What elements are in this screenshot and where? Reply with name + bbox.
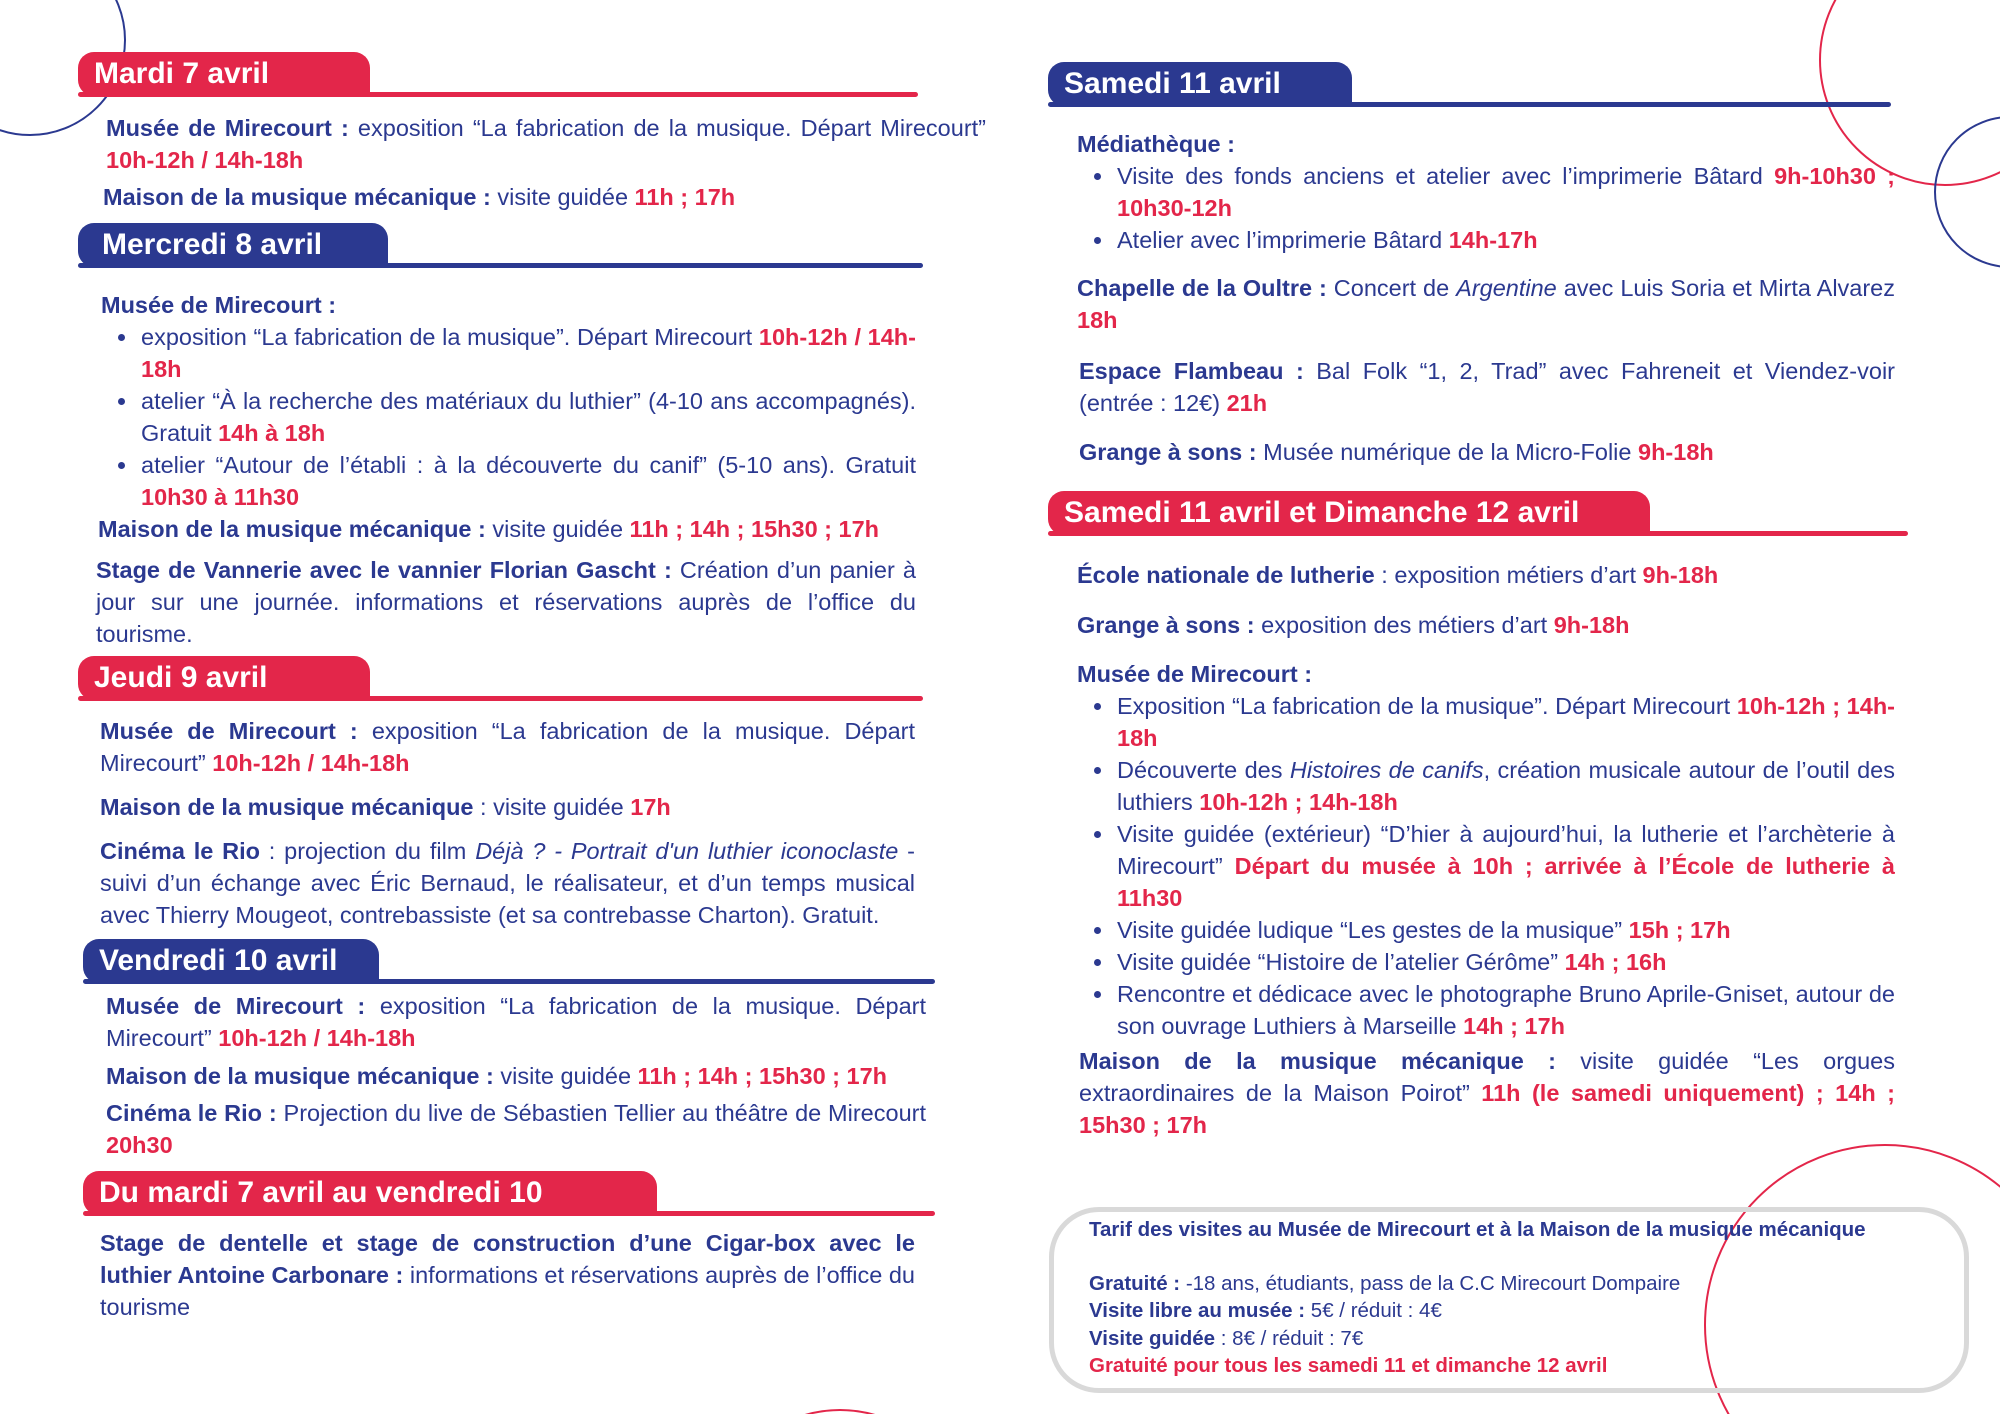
tarif-title: Tarif des visites au Musée de Mirecourt et à la Maison de la musique mécanique: [1089, 1218, 1866, 1241]
event-list: [101, 321, 916, 513]
list-item: • Exposition “La fabrication de la musique”. Départ Mirecourt 10h-12h ; 14h-18h: [1115, 690, 1895, 754]
section-header-vendredi: [83, 939, 938, 987]
venue-mediatheque: Médiathèque :: [1077, 131, 1235, 157]
event-grange-sons: Grange à sons : exposition des métiers d’art 9h-18h: [1077, 612, 1630, 638]
section-body-du-mardi-au-vendredi: [100, 1227, 915, 1323]
event-stage-dentelle: Stage de dentelle et stage de construction d’une Cigar-box avec le luthier Antoine Carbonare : informations et réservations auprès de l’office du tourisme: [100, 1230, 915, 1320]
section-title: Samedi 11 avril: [1048, 62, 1352, 106]
tarif-line: Gratuité : -18 ans, étudiants, pass de la C.C Mirecourt Dompaire: [1089, 1271, 1681, 1295]
circle-right-blue: [1935, 117, 2000, 267]
section-title: Samedi 11 avril et Dimanche 12 avril: [1048, 491, 1650, 535]
section-header-samedi-dimanche: [1048, 491, 1908, 539]
event-maison-musique: Maison de la musique mécanique : visite guidée “Les orgues extraordinaires de la Maison Poirot” 11h (le samedi uniquement) ; 14h ; 15h30 ; 17h: [1079, 1048, 1896, 1138]
list-item: • exposition “La fabrication de la musique”. Départ Mirecourt 10h-12h / 14h-18h: [139, 321, 916, 385]
event-chapelle-oultre: Chapelle de la Oultre : Concert de Argentine avec Luis Soria et Mirta Alvarez 18h: [1077, 275, 1896, 333]
event-maison-musique: Maison de la musique mécanique : visite guidée 11h ; 14h ; 15h30 ; 17h: [106, 1063, 888, 1089]
list-item: • Visite des fonds anciens et atelier avec l’imprimerie Bâtard 9h-10h30 ; 10h30-12h: [1115, 160, 1895, 224]
section-header-mercredi: [78, 223, 938, 271]
right-column: [1048, 62, 1908, 1141]
list-item: • Visite guidée ludique “Les gestes de la musique” 15h ; 17h: [1115, 914, 1895, 946]
event-cinema-rio: Cinéma le Rio : projection du film Déjà ? - Portrait d'un luthier iconoclaste - suivi d’un échange avec Éric Bernaud, le réalisateur, et d’un temps musical avec Thierry Mougeot, contrebassiste (et sa contrebasse Charton). Gratuit.: [100, 838, 915, 928]
list-item: • atelier “Autour de l’établi : à la découverte du canif” (5-10 ans). Gratuit 10h30 à 11h30: [139, 449, 916, 513]
event-grange-sons: Grange à sons : Musée numérique de la Micro-Folie 9h-18h: [1079, 439, 1714, 465]
section-body-mardi: [103, 112, 987, 213]
tarif-free-note: Gratuité pour tous les samedi 11 et dimanche 12 avril: [1089, 1354, 1608, 1377]
event-maison-musique: Maison de la musique mécanique : visite guidée 17h: [100, 794, 671, 820]
event-maison-musique: Maison de la musique mécanique : visite guidée 11h ; 17h: [103, 184, 736, 210]
section-body-jeudi: [100, 715, 915, 931]
tarif-line: Visite libre au musée : 5€ / réduit : 4€: [1089, 1299, 1442, 1322]
section-title: Mardi 7 avril: [78, 52, 370, 96]
event-musee: Musée de Mirecourt : exposition “La fabrication de la musique. Départ Mirecourt” 10h-12h / 14h-18h: [106, 993, 926, 1051]
section-body-mercredi: [96, 289, 916, 650]
section-title: Vendredi 10 avril: [83, 939, 379, 983]
event-stage-vannerie: Stage de Vannerie avec le vannier Florian Gascht : Création d’un panier à jour sur une journée. informations et réservations auprès de l’office du tourisme.: [96, 557, 916, 647]
event-cinema-rio: Cinéma le Rio : Projection du live de Sébastien Tellier au théâtre de Mirecourt 20h30: [106, 1100, 926, 1158]
section-body-samedi-dimanche: [1077, 559, 1895, 1141]
section-title: Mercredi 8 avril: [78, 223, 388, 267]
event-musee: Musée de Mirecourt : exposition “La fabrication de la musique. Départ Mirecourt” 10h-12h / 14h-18h: [106, 115, 987, 173]
tarif-box: [1049, 1207, 1969, 1393]
venue-musee: Musée de Mirecourt :: [1077, 661, 1313, 687]
event-ecole-lutherie: École nationale de lutherie : exposition métiers d’art 9h-18h: [1077, 562, 1719, 588]
event-list: [1077, 160, 1895, 256]
list-item: • Atelier avec l’imprimerie Bâtard 14h-17h: [1115, 224, 1895, 256]
event-maison-musique: Maison de la musique mécanique : visite guidée 11h ; 14h ; 15h30 ; 17h: [98, 516, 880, 542]
event-musee: Musée de Mirecourt : exposition “La fabrication de la musique. Départ Mirecourt” 10h-12h / 14h-18h: [100, 718, 915, 776]
tarif-line: Visite guidée : 8€ / réduit : 7€: [1089, 1326, 1364, 1350]
section-header-du-mardi-au-vendredi: [83, 1171, 938, 1219]
left-column: [78, 52, 987, 1323]
tarif-content: [1089, 1216, 1989, 1380]
section-body-vendredi: [106, 990, 926, 1161]
venue-musee: Musée de Mirecourt :: [101, 292, 337, 318]
section-header-samedi: [1048, 62, 1908, 110]
circle-bottom-center-red: [715, 1410, 965, 1414]
section-header-mardi: [78, 52, 938, 100]
list-item: • Visite guidée (extérieur) “D’hier à aujourd’hui, la lutherie et l’archèterie à Mirecourt” Départ du musée à 10h ; arrivée à l’École de lutherie à 11h30: [1115, 818, 1895, 914]
section-title: Du mardi 7 avril au vendredi 10: [83, 1171, 657, 1215]
list-item: • Visite guidée “Histoire de l’atelier Gérôme” 14h ; 16h: [1115, 946, 1895, 978]
list-item: • atelier “À la recherche des matériaux du luthier” (4-10 ans accompagnés). Gratuit 14h à 18h: [139, 385, 916, 449]
section-title: Jeudi 9 avril: [78, 656, 370, 700]
event-list: [1077, 690, 1895, 1042]
event-espace-flambeau: Espace Flambeau : Bal Folk “1, 2, Trad” avec Fahreneit et Viendez-voir (entrée : 12€) 21h: [1079, 358, 1895, 416]
section-header-jeudi: [78, 656, 938, 704]
list-item: • Rencontre et dédicace avec le photographe Bruno Aprile-Gniset, autour de son ouvrage Luthiers à Marseille 14h ; 17h: [1115, 978, 1895, 1042]
section-body-samedi: [1077, 128, 1895, 468]
list-item: • Découverte des Histoires de canifs, création musicale autour de l’outil des luthiers 10h-12h ; 14h-18h: [1115, 754, 1895, 818]
